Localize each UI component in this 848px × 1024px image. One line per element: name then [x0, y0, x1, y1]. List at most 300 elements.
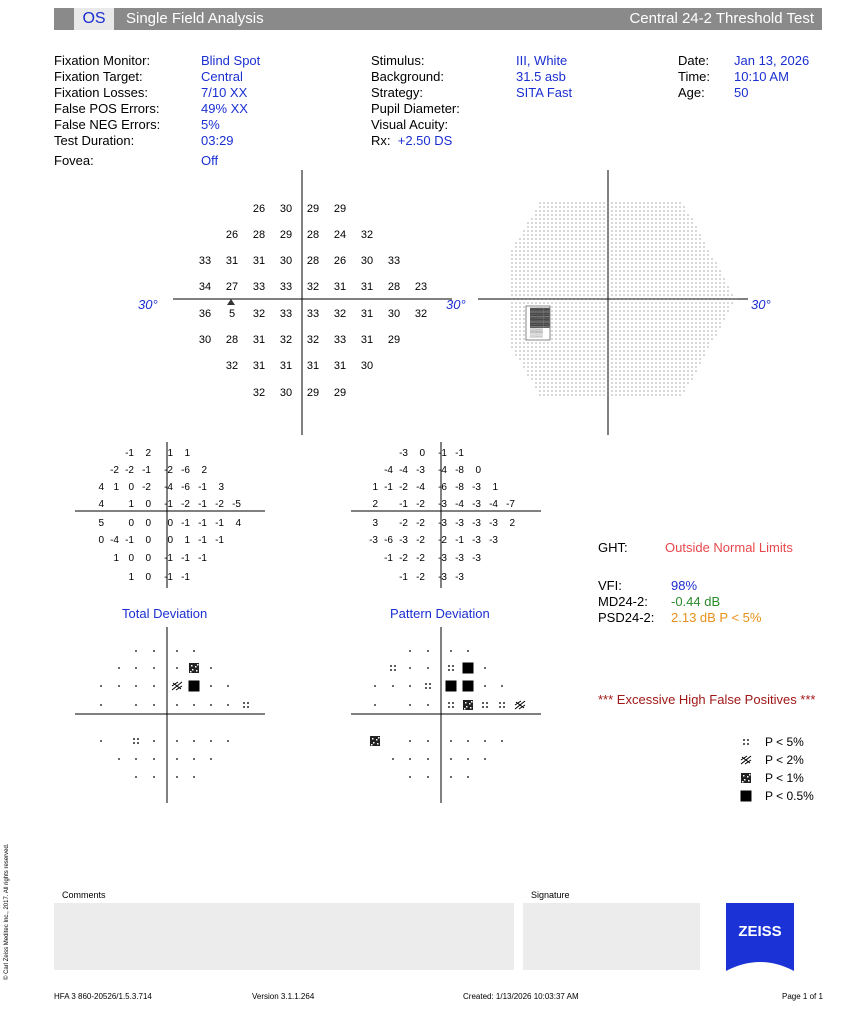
indices-labels	[598, 578, 654, 626]
deviation-value: 2	[509, 518, 515, 529]
deviation-value: -2	[399, 518, 408, 529]
deviation-value: -2	[164, 465, 173, 476]
threshold-value: 28	[306, 255, 320, 267]
probability-legend	[735, 733, 835, 809]
index-label: MD24-2:	[598, 594, 648, 609]
signature-label: Signature	[531, 890, 570, 900]
legend-label: P < 2%	[765, 753, 804, 767]
footer-device: HFA 3 860-20526/1.5.3.714	[54, 992, 152, 1001]
info-left	[54, 53, 160, 169]
threshold-map	[130, 165, 466, 440]
deviation-value: 2	[145, 448, 151, 459]
normal-dot-icon	[374, 685, 376, 687]
threshold-value: 28	[306, 229, 320, 241]
deviation-value: -3	[399, 535, 408, 546]
normal-dot-icon	[153, 650, 155, 652]
deviation-value: 1	[167, 448, 173, 459]
threshold-value: 32	[306, 334, 320, 346]
threshold-value: 31	[225, 255, 239, 267]
deviation-value: -6	[181, 482, 190, 493]
legend-p5-icon	[743, 739, 749, 745]
normal-dot-icon	[409, 758, 411, 760]
threshold-value: 31	[252, 360, 266, 372]
deviation-value: -1	[181, 572, 190, 583]
p5-symbol-icon	[390, 665, 396, 671]
deviation-value: 0	[145, 518, 151, 529]
threshold-value: 31	[252, 334, 266, 346]
normal-dot-icon	[450, 776, 452, 778]
p05-symbol-icon	[189, 681, 200, 692]
normal-dot-icon	[227, 685, 229, 687]
deviation-value: -3	[455, 572, 464, 583]
deviation-value: -1	[384, 482, 393, 493]
threshold-value: 29	[279, 229, 293, 241]
deviation-value: 2	[372, 499, 378, 510]
info-value: 10:10 AM	[734, 69, 789, 84]
p2-symbol-icon	[172, 682, 182, 690]
deviation-value: 0	[128, 518, 134, 529]
threshold-value: 31	[360, 334, 374, 346]
info-label: Date:	[678, 53, 710, 68]
index-value: -0.44 dB	[671, 594, 721, 609]
legend-p1-icon	[741, 773, 751, 783]
deviation-value: -1	[384, 553, 393, 564]
comments-label: Comments	[62, 890, 106, 900]
threshold-value: 29	[333, 203, 347, 215]
info-label: Fixation Target:	[54, 69, 143, 84]
deviation-value: -4	[164, 482, 173, 493]
normal-dot-icon	[501, 740, 503, 742]
deviation-value: -1	[215, 518, 224, 529]
p5-symbol-icon	[448, 702, 454, 708]
threshold-value: 33	[306, 308, 320, 320]
deviation-value: 1	[492, 482, 498, 493]
test-name: Central 24-2 Threshold Test	[629, 10, 814, 27]
info-value: Blind Spot	[201, 53, 261, 68]
deviation-value: -3	[472, 553, 481, 564]
normal-dot-icon	[409, 650, 411, 652]
deviation-value: 2	[201, 465, 207, 476]
p2-symbol-icon	[515, 701, 525, 709]
deviation-value: -3	[472, 535, 481, 546]
normal-dot-icon	[427, 704, 429, 706]
index-label: VFI:	[598, 578, 622, 593]
normal-dot-icon	[176, 776, 178, 778]
normal-dot-icon	[153, 740, 155, 742]
threshold-value: 30	[279, 387, 293, 399]
normal-dot-icon	[409, 685, 411, 687]
p1-symbol-icon	[370, 736, 380, 746]
normal-dot-icon	[501, 685, 503, 687]
info-value: 03:29	[201, 133, 234, 148]
info-right-values	[734, 53, 809, 101]
deviation-value: 0	[145, 499, 151, 510]
rx-label: Rx:	[371, 133, 391, 148]
deviation-value: -8	[455, 465, 464, 476]
threshold-value: 5	[228, 308, 236, 320]
normal-dot-icon	[427, 650, 429, 652]
info-label: False NEG Errors:	[54, 117, 161, 132]
deviation-value: 1	[128, 499, 134, 510]
normal-dot-icon	[135, 685, 137, 687]
normal-dot-icon	[484, 667, 486, 669]
info-value: 31.5 asb	[516, 69, 566, 84]
grayscale-map	[470, 165, 780, 440]
p1-symbol-icon	[463, 700, 473, 710]
threshold-value: 32	[306, 281, 320, 293]
threshold-value: 26	[252, 203, 266, 215]
deviation-value: -1	[198, 518, 207, 529]
threshold-value: 31	[333, 360, 347, 372]
deviation-value: -1	[198, 535, 207, 546]
report-header	[54, 8, 822, 30]
info-value: Jan 13, 2026	[734, 53, 810, 68]
deviation-value: -1	[198, 553, 207, 564]
deviation-value: -6	[438, 482, 447, 493]
normal-dot-icon	[118, 758, 120, 760]
legend-p05-icon	[741, 791, 752, 802]
p5-symbol-icon	[482, 702, 488, 708]
deviation-value: -3	[472, 482, 481, 493]
deviation-value: 0	[145, 553, 151, 564]
deviation-value: -6	[384, 535, 393, 546]
deviation-value: -6	[181, 465, 190, 476]
threshold-value: 30	[360, 360, 374, 372]
p5-symbol-icon	[133, 738, 139, 744]
threshold-value: 32	[414, 308, 428, 320]
pattern-deviation-prob-plot	[346, 625, 546, 805]
deviation-value: 4	[98, 499, 104, 510]
index-label: PSD24-2:	[598, 610, 655, 625]
normal-dot-icon	[135, 758, 137, 760]
deviation-value: -1	[399, 499, 408, 510]
legend-label: P < 5%	[765, 735, 804, 749]
normal-dot-icon	[374, 704, 376, 706]
deviation-value: -1	[164, 553, 173, 564]
threshold-value: 31	[360, 281, 374, 293]
info-value: 5%	[201, 117, 220, 132]
deviation-value: 0	[145, 572, 151, 583]
deviation-value: -1	[181, 553, 190, 564]
normal-dot-icon	[210, 758, 212, 760]
threshold-value: 28	[225, 334, 239, 346]
threshold-value: 33	[333, 334, 347, 346]
p1-symbol-icon	[189, 663, 199, 673]
normal-dot-icon	[100, 740, 102, 742]
info-value: SITA Fast	[516, 85, 573, 100]
legend-label: P < 0.5%	[765, 789, 814, 803]
threshold-value: 30	[279, 255, 293, 267]
deviation-value: -4	[416, 482, 425, 493]
deviation-value: -2	[416, 518, 425, 529]
deviation-value: -1	[455, 535, 464, 546]
deviation-value: -8	[455, 482, 464, 493]
deviation-value: -2	[438, 535, 447, 546]
deviation-value: 1	[372, 482, 378, 493]
info-label: Fovea:	[54, 153, 94, 168]
axis-label-30: 30°	[751, 297, 771, 312]
grayscale-pattern-icon: ▓▓▓	[530, 317, 550, 327]
deviation-value: 0	[475, 465, 481, 476]
threshold-value: 24	[333, 229, 347, 241]
deviation-value: 1	[128, 572, 134, 583]
info-value: III, White	[516, 53, 568, 68]
normal-dot-icon	[409, 776, 411, 778]
threshold-value: 31	[279, 360, 293, 372]
normal-dot-icon	[227, 740, 229, 742]
deviation-value: -5	[232, 499, 241, 510]
normal-dot-icon	[467, 758, 469, 760]
deviation-value: 0	[128, 553, 134, 564]
normal-dot-icon	[409, 667, 411, 669]
normal-dot-icon	[193, 650, 195, 652]
deviation-value: -7	[506, 499, 515, 510]
deviation-value: 1	[113, 482, 119, 493]
threshold-value: 31	[333, 281, 347, 293]
info-label: Test Duration:	[54, 133, 135, 148]
deviation-value: -4	[455, 499, 464, 510]
threshold-value: 33	[252, 281, 266, 293]
ght-value: Outside Normal Limits	[665, 540, 793, 555]
p5-symbol-icon	[243, 702, 249, 708]
eye-label: OS	[74, 8, 114, 30]
deviation-value: -1	[455, 448, 464, 459]
deviation-value: 0	[98, 535, 104, 546]
normal-dot-icon	[176, 758, 178, 760]
deviation-value: 3	[218, 482, 224, 493]
normal-dot-icon	[153, 667, 155, 669]
deviation-value: 0	[167, 518, 173, 529]
normal-dot-icon	[409, 704, 411, 706]
deviation-value: 1	[184, 448, 190, 459]
total-deviation-prob-plot	[70, 625, 270, 805]
threshold-value: 32	[225, 360, 239, 372]
deviation-value: -3	[472, 518, 481, 529]
signature-box[interactable]	[523, 903, 700, 970]
normal-dot-icon	[193, 776, 195, 778]
deviation-value: -2	[110, 465, 119, 476]
threshold-value: 26	[333, 255, 347, 267]
deviation-value: -2	[416, 572, 425, 583]
normal-dot-icon	[135, 704, 137, 706]
normal-dot-icon	[210, 667, 212, 669]
threshold-value: 29	[306, 203, 320, 215]
deviation-value: -1	[181, 518, 190, 529]
info-value: 49% XX	[201, 101, 248, 116]
p05-symbol-icon	[463, 663, 474, 674]
comments-box[interactable]	[54, 903, 514, 970]
normal-dot-icon	[450, 650, 452, 652]
normal-dot-icon	[118, 667, 120, 669]
info-label: Background:	[371, 69, 444, 84]
info-value: Central	[201, 69, 243, 84]
deviation-value: -3	[489, 518, 498, 529]
false-positive-warning: *** Excessive High False Positives ***	[598, 692, 816, 707]
info-label: Strategy:	[371, 85, 424, 100]
index-value: 2.13 dB P < 5%	[671, 610, 762, 625]
deviation-value: -3	[472, 499, 481, 510]
threshold-value: 32	[279, 334, 293, 346]
p05-symbol-icon	[446, 681, 457, 692]
normal-dot-icon	[227, 704, 229, 706]
deviation-value: -1	[438, 448, 447, 459]
deviation-value: -4	[438, 465, 447, 476]
deviation-value: -1	[198, 482, 207, 493]
deviation-value: 0	[145, 535, 151, 546]
deviation-value: 4	[235, 518, 241, 529]
threshold-value: 30	[279, 203, 293, 215]
deviation-value: -2	[142, 482, 151, 493]
info-label: False POS Errors:	[54, 101, 160, 116]
threshold-value: 31	[306, 360, 320, 372]
deviation-value: -4	[489, 499, 498, 510]
deviation-value: 0	[128, 482, 134, 493]
deviation-value: -2	[215, 499, 224, 510]
normal-dot-icon	[392, 758, 394, 760]
deviation-value: -3	[438, 499, 447, 510]
normal-dot-icon	[135, 667, 137, 669]
info-label: Time:	[678, 69, 711, 84]
info-value: 50	[734, 85, 749, 100]
normal-dot-icon	[135, 776, 137, 778]
info-left-values	[201, 53, 260, 169]
deviation-value: -4	[384, 465, 393, 476]
logo-text: ZEISS	[738, 923, 782, 940]
normal-dot-icon	[135, 650, 137, 652]
threshold-value: 27	[225, 281, 239, 293]
threshold-value: 32	[360, 229, 374, 241]
normal-dot-icon	[118, 685, 120, 687]
threshold-value: 32	[333, 308, 347, 320]
deviation-value: -3	[399, 448, 408, 459]
deviation-value: -3	[438, 518, 447, 529]
info-mid-values	[516, 53, 572, 101]
threshold-value: 33	[279, 281, 293, 293]
deviation-value: -1	[215, 535, 224, 546]
copyright-text: © Carl Zeiss Meditec Inc., 2017. All rights reserved.	[4, 843, 10, 980]
deviation-value: -4	[110, 535, 119, 546]
normal-dot-icon	[484, 740, 486, 742]
deviation-value: -3	[416, 465, 425, 476]
deviation-value: 0	[167, 535, 173, 546]
threshold-value: 32	[252, 308, 266, 320]
threshold-value: 33	[387, 255, 401, 267]
normal-dot-icon	[467, 650, 469, 652]
normal-dot-icon	[210, 704, 212, 706]
index-value: 98%	[671, 578, 698, 593]
normal-dot-icon	[153, 758, 155, 760]
deviation-value: 1	[113, 553, 119, 564]
deviation-value: -1	[142, 465, 151, 476]
p5-symbol-icon	[499, 702, 505, 708]
threshold-value: 30	[198, 334, 212, 346]
p5-symbol-icon	[425, 683, 431, 689]
deviation-value: 1	[184, 535, 190, 546]
deviation-value: -1	[125, 448, 134, 459]
zeiss-logo	[726, 903, 794, 971]
legend-p2-icon	[741, 756, 751, 764]
normal-dot-icon	[427, 740, 429, 742]
info-value: 7/10 XX	[201, 85, 248, 100]
normal-dot-icon	[176, 667, 178, 669]
info-mid	[371, 53, 460, 149]
normal-dot-icon	[176, 650, 178, 652]
threshold-values	[199, 203, 427, 399]
deviation-value: 5	[98, 518, 104, 529]
blind-spot-marker-icon	[227, 299, 235, 305]
grayscale-pattern-icon: ▓▓▓	[530, 307, 550, 317]
deviation-value: -3	[438, 572, 447, 583]
info-label: Visual Acuity:	[371, 117, 449, 132]
deviation-value: -2	[125, 465, 134, 476]
deviation-value: 4	[98, 482, 104, 493]
deviation-value: -3	[455, 553, 464, 564]
info-label: Age:	[678, 85, 705, 100]
normal-dot-icon	[392, 685, 394, 687]
threshold-value: 30	[387, 308, 401, 320]
indices-values	[671, 578, 761, 626]
total-deviation-title: Total Deviation	[122, 606, 208, 621]
normal-dot-icon	[193, 758, 195, 760]
normal-dot-icon	[450, 740, 452, 742]
normal-dot-icon	[193, 740, 195, 742]
deviation-value: -3	[489, 535, 498, 546]
info-label: Fixation Monitor:	[54, 53, 151, 68]
normal-dot-icon	[210, 740, 212, 742]
threshold-value: 31	[252, 255, 266, 267]
axis-label-30: 30°	[446, 297, 466, 312]
normal-dot-icon	[153, 776, 155, 778]
threshold-value: 28	[387, 281, 401, 293]
info-label: Fixation Losses:	[54, 85, 148, 100]
threshold-value: 33	[198, 255, 212, 267]
deviation-value: -4	[399, 465, 408, 476]
deviation-value: -3	[369, 535, 378, 546]
normal-dot-icon	[176, 704, 178, 706]
info-right	[678, 53, 710, 101]
normal-dot-icon	[427, 758, 429, 760]
threshold-value: 32	[252, 387, 266, 399]
rx-value: +2.50 DS	[397, 133, 453, 148]
footer-created: Created: 1/13/2026 10:03:37 AM	[463, 992, 579, 1001]
threshold-value: 26	[225, 229, 239, 241]
deviation-value: 3	[372, 518, 378, 529]
footer-page: Page 1 of 1	[782, 992, 823, 1001]
threshold-value: 34	[198, 281, 212, 293]
normal-dot-icon	[100, 704, 102, 706]
normal-dot-icon	[153, 685, 155, 687]
deviation-value: -1	[125, 535, 134, 546]
threshold-value: 31	[360, 308, 374, 320]
footer-version: Version 3.1.1.264	[252, 992, 315, 1001]
total-deviation-values	[70, 440, 270, 590]
info-label: Pupil Diameter:	[371, 101, 460, 116]
deviation-value: -1	[164, 572, 173, 583]
legend-label: P < 1%	[765, 771, 804, 785]
pattern-deviation-values	[346, 440, 546, 590]
normal-dot-icon	[210, 685, 212, 687]
normal-dot-icon	[450, 758, 452, 760]
normal-dot-icon	[100, 685, 102, 687]
deviation-value: -1	[198, 499, 207, 510]
deviation-value: -3	[438, 553, 447, 564]
axis-label-30: 30°	[138, 297, 158, 312]
threshold-value: 28	[252, 229, 266, 241]
deviation-value: -2	[181, 499, 190, 510]
normal-dot-icon	[484, 758, 486, 760]
deviation-value: -3	[455, 518, 464, 529]
normal-dot-icon	[153, 704, 155, 706]
